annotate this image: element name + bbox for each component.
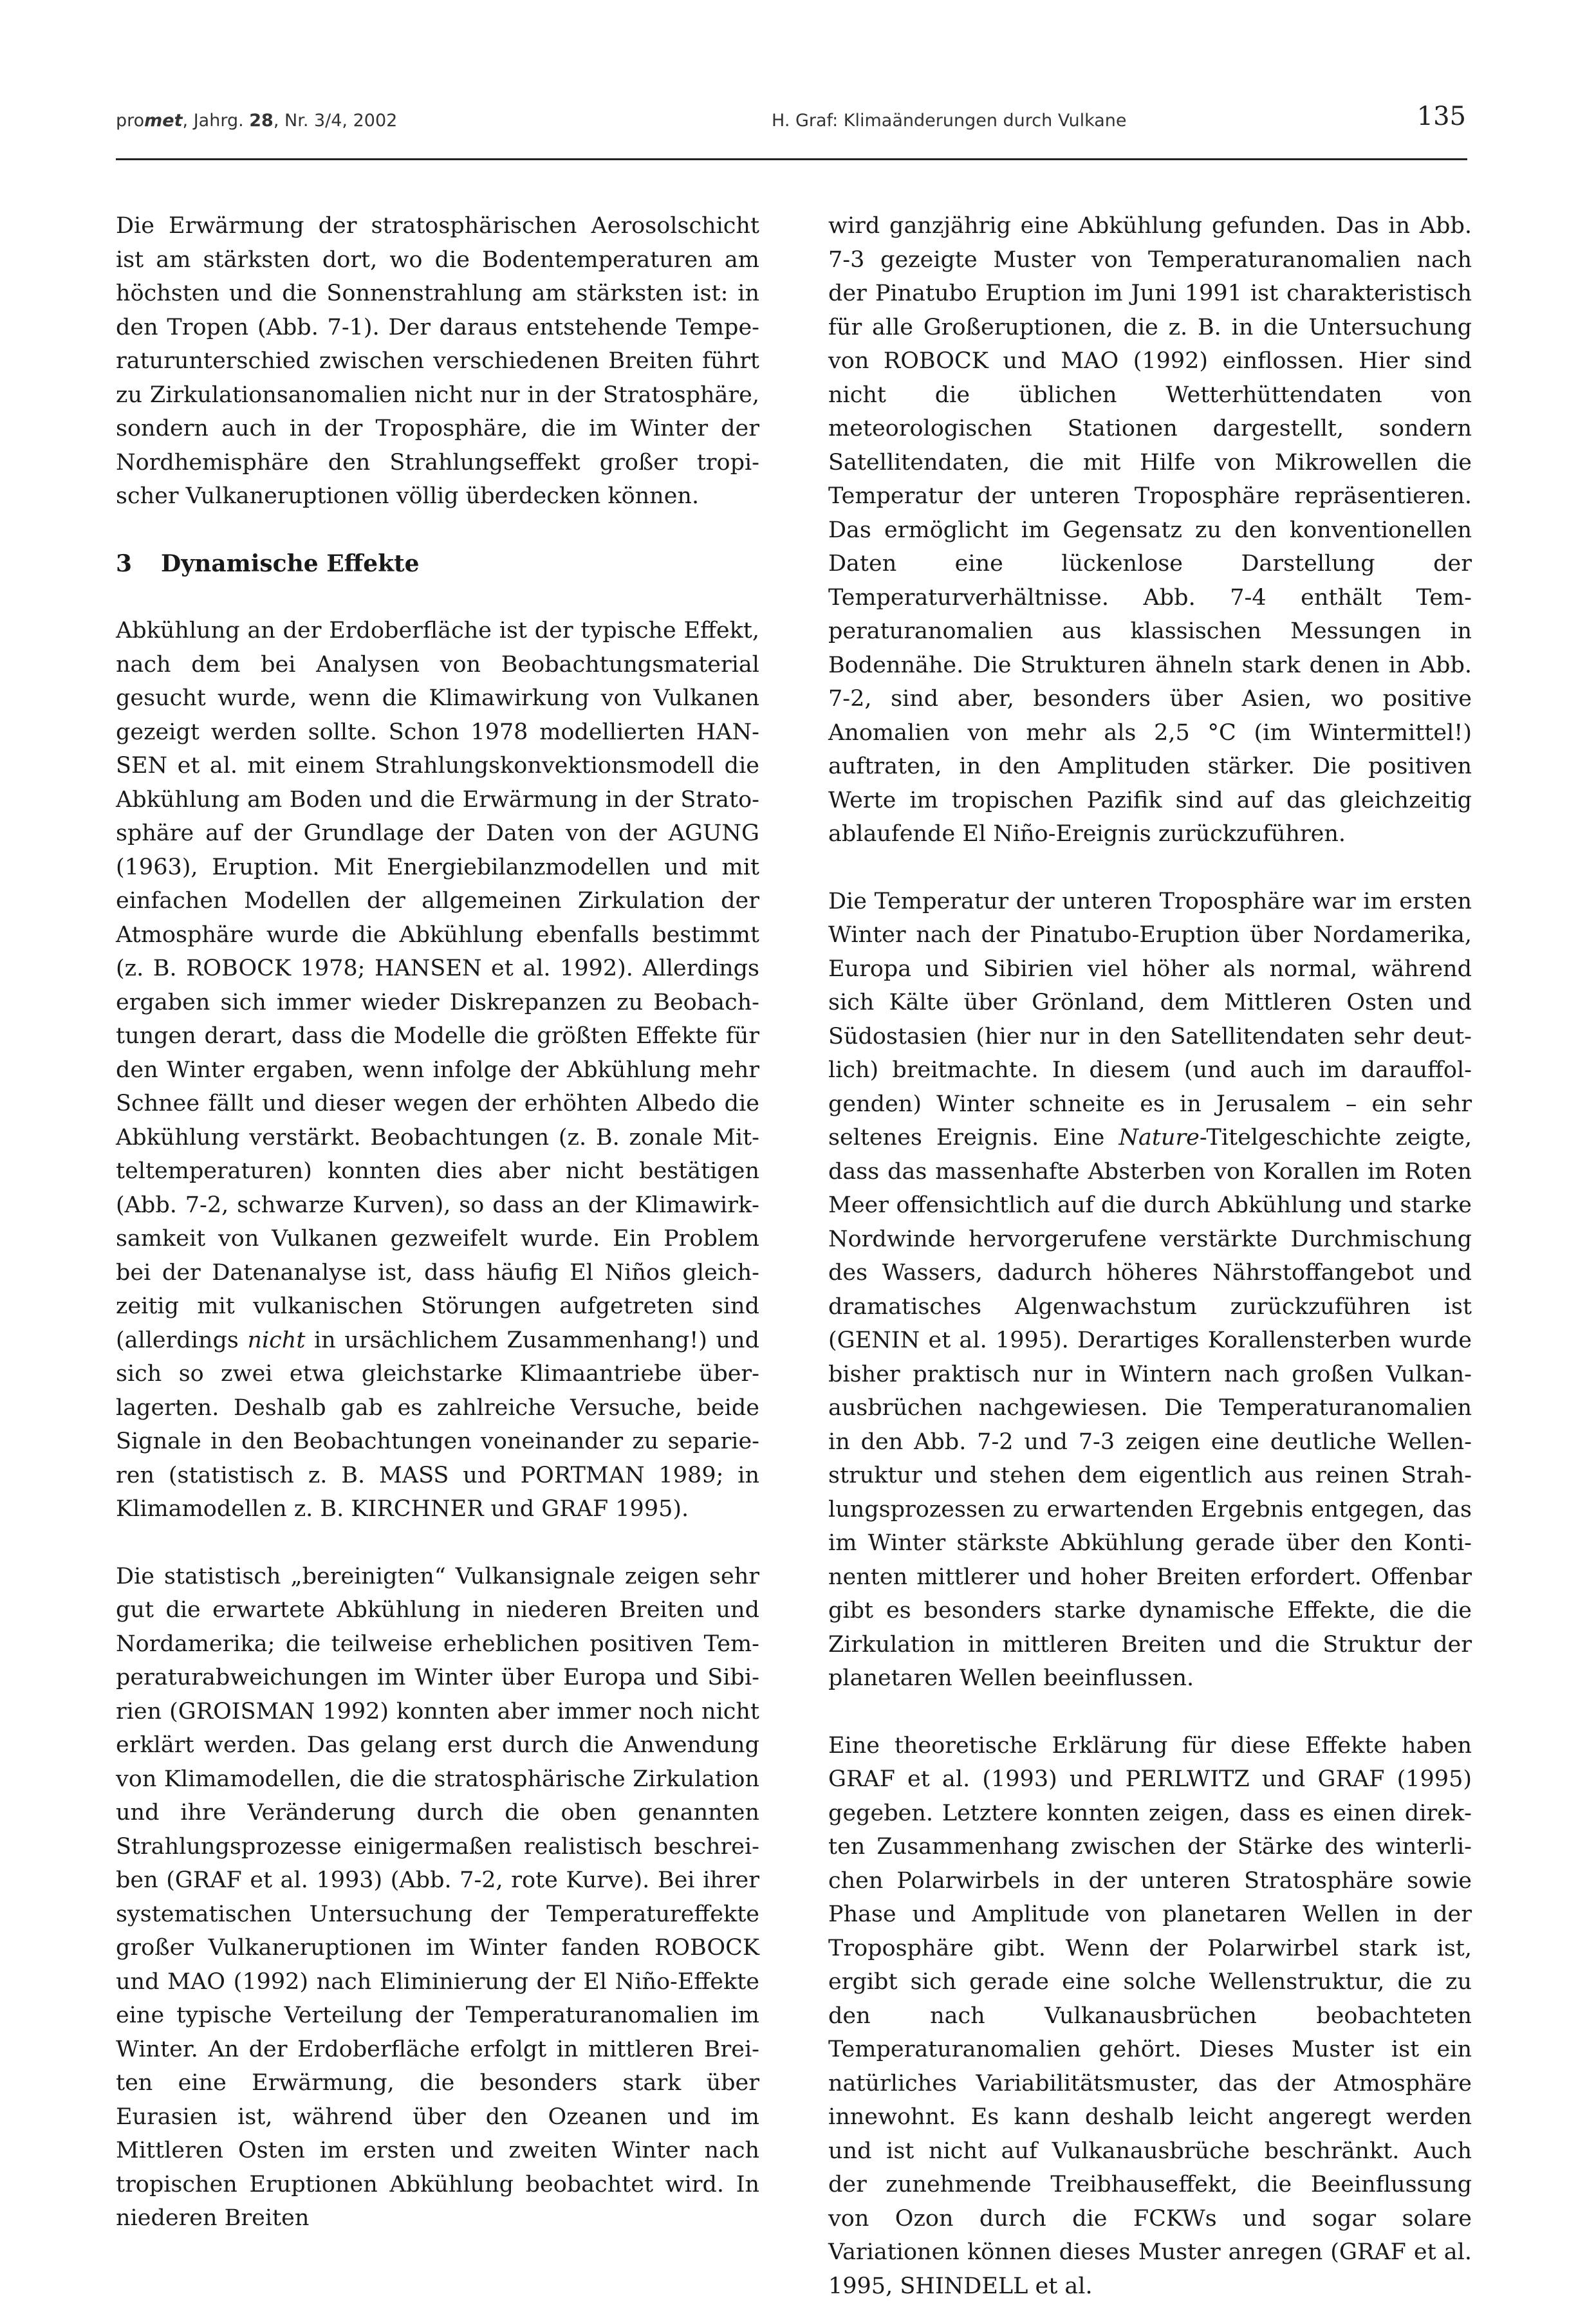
right-paragraph-2 (828, 885, 1472, 1696)
journal-name-met: met (144, 111, 182, 131)
journal-year-label: , Jahrg. (183, 111, 250, 131)
right-paragraph-2-emphasis: Nature (1118, 1125, 1200, 1151)
left-paragraph-3: Die statistisch „bereinigten“ Vulkansignale zeigen sehr gut die erwartete Abkühlung in niederen Breiten und Nordamerika; die teilweise erheblichen positiven Temperaturabweichungen im Winter über Europa und Sibirien (GROISMAN 1992) konnten aber immer noch nicht erklärt werden. Das gelang erst durch die Anwendung von Klimamodellen, die die stratosphärische Zirkulation und ihre Veränderung durch die oben genannten Strahlungsprozesse einigermaßen realistisch beschreiben (GRAF et al. 1993) (Abb. 7-2, rote Kurve). Bei ihrer systematischen Untersuchung der Temperatureffekte großer Vulkaneruptionen im Winter fanden ROBOCK und MAO (1992) nach Eliminierung der El Niño-Effekte eine typische Verteilung der Temperaturanomalien im Winter. An der Erdoberfläche erfolgt in mittleren Breiten eine Erwärmung, die besonders stark über Eurasien ist, während über den Ozeanen und im Mittleren Osten im ersten und zweiten Winter nach tropischen Eruptionen Abkühlung beobachtet wird. In niederen Breiten (116, 1560, 759, 2235)
journal-citation (116, 111, 397, 131)
section-number: 3 (116, 547, 161, 581)
left-paragraph-1: Die Erwärmung der stratosphärischen Aerosolschicht ist am stärksten dort, wo die Bodentemperaturen am höchsten und die Sonnenstrahlung am stärksten ist: in den Tropen (Abb. 7-1). Der daraus entstehende Temperaturunterschied zwischen verschiedenen Breiten führt zu Zirkulationsanomalien nicht nur in der Stratosphäre, sondern auch in der Troposphäre, die im Winter der Nordhemisphäre den Strahlungseffekt großer tropischer Vulkaneruptionen völlig überdecken können. (116, 209, 759, 513)
section-heading (116, 547, 759, 581)
left-paragraph-2-part-a: Abkühlung an der Erdoberfläche ist der typische Effekt, nach dem bei Analysen von Beobachtungsmaterial gesucht wurde, wenn die Klimawirkung von Vulkanen gezeigt werden sollte. Schon 1978 modellierten HANSEN et al. mit einem Strahlungskonvektionsmodell die Abkühlung am Boden und die Erwärmung in der Stratosphäre auf der Grundlage der Daten von der AGUNG (1963), Eruption. Mit Energiebilanzmodellen und mit einfachen Modellen der allgemeinen Zirkulation der Atmosphäre wurde die Abkühlung ebenfalls bestimmt (z. B. ROBOCK 1978; HANSEN et al. 1992). Allerdings ergaben sich immer wieder Diskrepanzen zu Beobachtungen derart, dass die Modelle die größten Effekte für den Winter ergaben, wenn infolge der Abkühlung mehr Schnee fällt und dieser wegen der erhöhten Albedo die Abkühlung verstärkt. Beobachtungen (z. B. zonale Mitteltemperaturen) konnten dies aber nicht bestätigen (Abb. 7-2, schwarze Kurven), so dass an der Klimawirksamkeit von Vulkanen gezweifelt wurde. Ein Problem bei der Datenanalyse ist, dass häufig El Niños gleichzeitig mit vulkanischen Störungen aufgetreten sind (allerdings (116, 618, 759, 1353)
left-paragraph-2-part-b: in ursächlichem Zusammenhang!) und sich so zwei etwa gleichstarke Klimaantriebe überlagerten. Deshalb gab es zahlreiche Versuche, beide Signale in den Beobachtungen voneinander zu separieren (statistisch z. B. MASS und PORTMAN 1989; in Klimamodellen z. B. KIRCHNER und GRAF 1995). (116, 1327, 759, 1522)
right-paragraph-2-part-a: Die Temperatur der unteren Troposphäre war im ersten Winter nach der Pinatubo-Eruption über Nordamerika, Europa und Sibirien viel höher als normal, während sich Kälte über Grönland, dem Mittleren Osten und Südostasien (hier nur in den Satellitendaten sehr deutlich) breitmachte. In diesem (und auch im darauffolgenden) Winter schneite es in Jerusalem – ein sehr seltenes Ereignis. Eine (828, 889, 1472, 1151)
right-paragraph-2-part-b: -Titelgeschichte zeigte, dass das massenhafte Absterben von Korallen im Roten Meer offensichtlich auf die durch Abkühlung und starke Nordwinde hervorgerufene verstärkte Durchmischung des Wassers, dadurch höheres Nährstoffangebot und dramatisches Algenwachstum zurückzuführen ist (GENIN et al. 1995). Derartiges Korallensterben wurde bisher praktisch nur in Wintern nach großen Vulkanausbrüchen nachgewiesen. Die Temperaturanomalien in den Abb. 7-2 und 7-3 zeigen eine deutliche Wellenstruktur und stehen dem eigentlich aus reinen Strahlungsprozessen zu erwartenden Ergebnis entgegen, das im Winter stärkste Abkühlung gerade über den Kontinenten mittlerer und hoher Breiten erfordert. Offenbar gibt es besonders starke dynamische Effekte, die die Zirkulation in mittleren Breiten und die Struktur der planetaren Wellen beeinflussen. (828, 1125, 1472, 1691)
journal-issue: , Nr. 3/4, 2002 (274, 111, 397, 131)
left-paragraph-2-emphasis: nicht (247, 1327, 305, 1353)
journal-name-pro: pro (116, 111, 144, 131)
right-paragraph-3: Eine theoretische Erklärung für diese Effekte haben GRAF et al. (1993) und PERLWITZ und GRAF (1995) gegeben. Letztere konnten zeigen, dass es einen direkten Zusammenhang zwischen der Stärke des winterlichen Polarwirbels in der unteren Stratosphäre sowie Phase und Amplitude von planetaren Wellen in der Troposphäre gibt. Wenn der Polarwirbel stark ist, ergibt sich gerade eine solche Wellenstruktur, die zu den nach Vulkanausbrüchen beobachteten Temperaturanomalien gehört. Dieses Muster ist ein natürliches Variabilitätsmuster, das der Atmosphäre innewohnt. Es kann deshalb leicht angeregt werden und ist nicht auf Vulkanausbrüche beschränkt. Auch der zunehmende Treibhauseffekt, die Beeinflussung von Ozon durch die FCKWs und sogar solare Variationen können dieses Muster anregen (GRAF et al. 1995, SHINDELL et al. (828, 1729, 1472, 2303)
journal-volume: 28 (249, 111, 274, 131)
author-title: H. Graf: Klimaänderungen durch Vulkane (772, 111, 1127, 131)
right-column (828, 209, 1472, 2303)
running-header (116, 102, 1467, 160)
section-title: Dynamische Effekte (161, 550, 420, 577)
left-paragraph-2 (116, 614, 759, 1526)
page-number: 135 (1417, 102, 1466, 131)
left-column (116, 209, 759, 2235)
right-paragraph-1: wird ganzjährig eine Abkühlung gefunden. Das in Abb. 7-3 gezeigte Muster von Temperaturanomalien nach der Pinatubo Eruption im Juni 1991 ist charakteristisch für alle Großeruptionen, die z. B. in die Untersuchung von ROBOCK und MAO (1992) einflossen. Hier sind nicht die üblichen Wetterhüttendaten von meteorologischen Stationen dargestellt, sondern Satellitendaten, die mit Hilfe von Mikrowellen die Temperatur der unteren Troposphäre repräsentieren. Das ermöglicht im Gegensatz zu den konventionellen Daten eine lückenlose Darstellung der Temperaturverhältnisse. Abb. 7-4 enthält Temperaturanomalien aus klassischen Messungen in Bodennähe. Die Strukturen ähneln stark denen in Abb. 7-2, sind aber, besonders über Asien, wo positive Anomalien von mehr als 2,5 °C (im Wintermittel!) auftraten, in den Amplituden stärker. Die positiven Werte im tropischen Pazifik sind auf das gleichzeitig ablaufende El Niño-Ereignis zurückzuführen. (828, 209, 1472, 851)
